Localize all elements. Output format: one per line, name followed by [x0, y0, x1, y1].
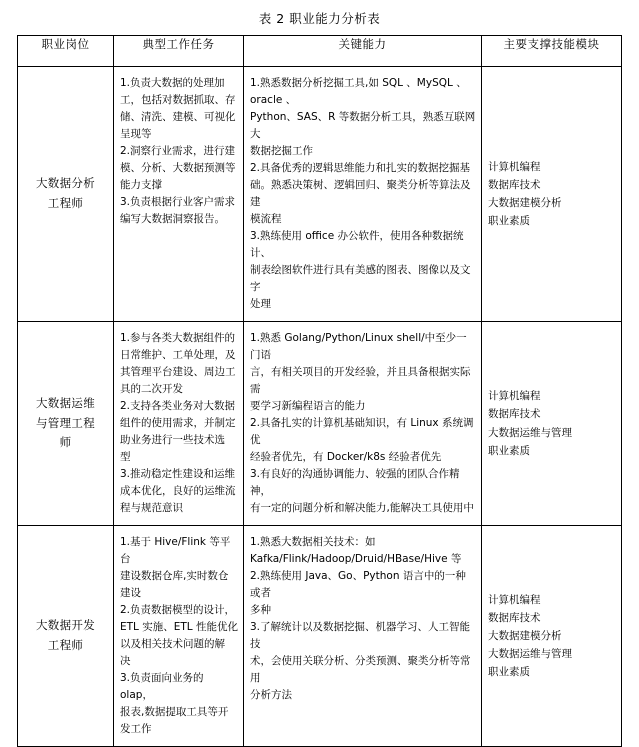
task-line: 助业务进行一些技术选 — [120, 434, 225, 446]
job-title-line: 工程师 — [47, 638, 84, 652]
job-title-line: 大数据分析 — [36, 176, 95, 191]
column-header-abilities: 关键能力 — [244, 36, 482, 67]
modules-cell — [482, 67, 622, 322]
table-row — [18, 526, 622, 747]
abilities-cell — [244, 322, 482, 526]
job-title-line: 与管理工程 — [36, 415, 95, 430]
task-line: 以及相关技术问题的解 — [120, 638, 225, 650]
ability-line: 1.熟悉数据分析挖掘工具,如 SQL 、MySQL 、oracle 、 — [250, 77, 467, 106]
task-line: 发工作 — [120, 723, 152, 735]
job-title-line: 师 — [59, 435, 72, 450]
task-line: 1.参与各类大数据组件的 — [120, 332, 236, 344]
task-line: 成本优化，良好的运维流 — [120, 485, 236, 497]
ability-line: 3.熟练使用 office 办公软件，使用各种数据统计、 — [250, 230, 464, 259]
ability-line: 多种 — [250, 604, 271, 616]
table-header-row — [18, 36, 622, 67]
ability-line: Kafka/Flink/Hadoop/Druid/HBase/Hive 等 — [250, 553, 462, 565]
ability-line: 2.熟练使用 Java、Go、Python 语言中的一种或者 — [250, 570, 466, 599]
task-line: ETL 实施、ETL 性能优化 — [120, 621, 238, 633]
task-line: 建设数据仓库,实时数仓 — [120, 570, 229, 582]
task-line: 储、清洗、建模、可视化 — [120, 111, 236, 123]
ability-line: 制表绘图软件进行具有美感的图表、图像以及文字 — [250, 264, 471, 293]
module-line: 数据库技术 — [488, 178, 541, 191]
task-line: 具的二次开发 — [120, 383, 183, 395]
capability-analysis-table — [17, 35, 622, 747]
task-line: 报表,数据提取工具等开 — [120, 706, 229, 718]
task-line: 3.推动稳定性建设和运维 — [120, 468, 236, 480]
table-title: 表 2 职业能力分析表 — [258, 11, 381, 26]
job-title-line: 工程师 — [47, 196, 84, 210]
ability-line: 2.具备扎实的计算机基础知识，有 Linux 系统调优 — [250, 417, 474, 446]
ability-line: 数据挖掘工作 — [250, 145, 313, 157]
ability-line: 要学习新编程语言的能力 — [250, 400, 366, 412]
tasks-cell — [114, 67, 244, 322]
module-line: 大数据建模分析 — [488, 197, 562, 209]
column-header-tasks: 典型工作任务 — [114, 36, 244, 67]
ability-line: 有一定的问题分析和解决能力,能解决工具使用中 — [250, 502, 474, 514]
ability-line: 术，会使用关联分析、分类预测、聚类分析等常用 — [250, 655, 471, 684]
ability-line: 3.有良好的沟通协调能力、较强的团队合作精神， — [250, 468, 460, 497]
task-line: 工，包括对数据抓取、存 — [120, 94, 236, 106]
module-line: 大数据运维与管理 — [488, 648, 572, 661]
ability-line: 言，有相关项目的开发经验，并且具备根据实际需 — [250, 366, 471, 395]
abilities-cell — [244, 526, 482, 747]
task-line: 日常维护、工单处理，及 — [120, 349, 236, 361]
module-line: 数据库技术 — [488, 408, 541, 421]
module-line: 计算机编程 — [488, 390, 541, 403]
ability-line: 1.熟悉 Golang/Python/Linux shell/中至少一门语 — [250, 332, 467, 361]
ability-line: 处理 — [250, 298, 271, 310]
task-line: 能力支撑 — [120, 179, 162, 191]
ability-line: 础。熟悉决策树、逻辑回归、聚类分析等算法及建 — [250, 179, 471, 208]
module-line: 职业素质 — [488, 666, 530, 679]
ability-line: 3.了解统计以及数据挖掘、机器学习、人工智能技 — [250, 621, 471, 650]
table-row — [18, 67, 622, 322]
modules-cell — [482, 526, 622, 747]
column-header-job: 职业岗位 — [18, 36, 114, 67]
modules-cell — [482, 322, 622, 526]
module-line: 大数据建模分析 — [488, 629, 562, 642]
ability-line: 2.具备优秀的逻辑思维能力和扎实的数据挖掘基 — [250, 162, 471, 174]
module-line: 职业素质 — [488, 215, 530, 228]
task-line: 程与规范意识 — [120, 502, 183, 514]
task-line: 2.支持各类业务对大数据 — [120, 400, 236, 412]
module-line: 大数据运维与管理 — [488, 426, 572, 439]
column-header-modules: 主要支撑技能模块 — [482, 36, 622, 67]
task-line: 2.负责数据模型的设计， — [120, 604, 236, 616]
task-line: 其管理平台建设、周边工 — [120, 366, 236, 378]
task-line: 建设 — [120, 587, 141, 599]
ability-line: 1.熟悉大数据相关技术：如 — [250, 536, 376, 548]
tasks-cell — [114, 526, 244, 747]
job-title-cell — [18, 526, 114, 747]
ability-line: 经验者优先，有 Docker/k8s 经验者优先 — [250, 451, 442, 463]
job-title-line: 大数据开发 — [36, 618, 95, 633]
job-title-cell — [18, 322, 114, 526]
job-title-cell — [18, 67, 114, 322]
abilities-cell — [244, 67, 482, 322]
task-line: 模、分析、大数据预测等 — [120, 162, 236, 174]
job-title-line: 大数据运维 — [36, 396, 95, 411]
task-line: 2.洞察行业需求，进行建 — [120, 145, 236, 157]
task-line: 决 — [120, 655, 131, 667]
task-line: 1.基于 Hive/Flink 等平台 — [120, 536, 231, 565]
module-line: 职业素质 — [488, 444, 530, 457]
task-line: 3.负责面向业务的 olap， — [120, 672, 204, 701]
ability-line: 模流程 — [250, 213, 282, 225]
tasks-cell — [114, 322, 244, 526]
task-line: 编写大数据洞察报告。 — [120, 213, 225, 225]
ability-line: Python、SAS、R 等数据分析工具，熟悉互联网大 — [250, 111, 476, 140]
module-line: 计算机编程 — [488, 593, 541, 606]
module-line: 计算机编程 — [488, 160, 541, 173]
table-row — [18, 322, 622, 526]
task-line: 1.负责大数据的处理加 — [120, 77, 225, 89]
ability-line: 分析方法 — [250, 689, 292, 701]
module-line: 数据库技术 — [488, 611, 541, 624]
task-line: 呈现等 — [120, 128, 152, 140]
task-line: 型 — [120, 451, 131, 463]
task-line: 3.负责根据行业客户需求 — [120, 196, 236, 208]
task-line: 组件的使用需求，并制定 — [120, 417, 236, 429]
